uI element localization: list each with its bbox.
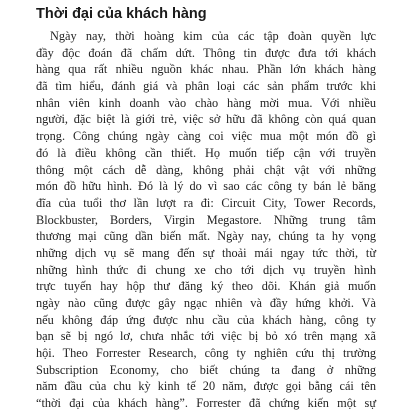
text-line: thông một cách dễ dàng, không phải chật vật với những [36,162,376,177]
text-line: Subscription Economy, cho biết chúng ta đang ở những [36,362,376,377]
text-line: hội. Theo Forrester Research, công ty nghiên cứu thị trường [36,346,376,361]
body-paragraph [36,28,376,412]
text-line: đầy độc đoán đã chấm dứt. Thông tin được đưa tới khách [36,45,376,60]
text-line: “thời đại của khách hàng”. Forrester đã chứng kiến một sự [36,396,376,411]
text-line: thương mại cũng dần biến mất. Ngày nay, chúng ta hy vọng [36,229,376,244]
text-line: người, đặc biệt là giới trẻ, việc sở hữu đã không còn quá quan [36,112,376,127]
text-line: trọng. Công chúng ngày càng coi việc mua một món đồ gì [36,129,376,144]
text-line: đó là điều không cần thiết. Họ muốn tiếp cận với truyền [36,145,376,160]
text-line: đĩa của tuổi thơ lần lượt ra đi: Circuit City, Tower Records, [36,195,376,210]
text-line: món đồ hữu hình. Đó là lý do vì sao các công ty bán lẻ băng [36,179,376,194]
text-line: hàng qua rất nhiều nguồn khác nhau. Phần lớn khách hàng [36,62,376,77]
text-line: bạn sẽ bị ngó lơ, chưa nhắc tới việc bị bỏ xó trên mạng xã [36,329,376,344]
text-line: Ngày nay, thời hoàng kim của các tập đoàn quyền lực [50,29,376,43]
book-page [36,0,376,411]
text-line: năm đầu của chu kỳ kinh tế 20 năm, được gọi bằng cái tên [36,379,376,394]
text-line: trực tuyến hay hộp thư đăng ký theo dõi. Khán giả muốn [36,279,376,294]
text-line: Blockbuster, Borders, Virgin Megastore. Những trung tâm [36,212,376,227]
text-line: những hình thức đi chung xe cho tới dịch vụ truyền hình [36,262,376,277]
text-line: nhân viên kinh doanh vào chào hàng mời mua. Với nhiều [36,95,376,110]
text-line: đã tìm hiểu, đánh giá và phân loại các sản phẩm trước khi [36,79,376,94]
text-line: nếu không đáp ứng được nhu cầu của khách hàng, công ty [36,312,376,327]
section-heading: Thời đại của khách hàng [36,6,207,22]
text-line: những dịch vụ sẽ mang đến sự thoải mái ngay tức thời, từ [36,245,376,260]
text-line: ngày nào cũng được gây ngạc nhiên và đầy hứng khởi. Và [36,296,376,310]
